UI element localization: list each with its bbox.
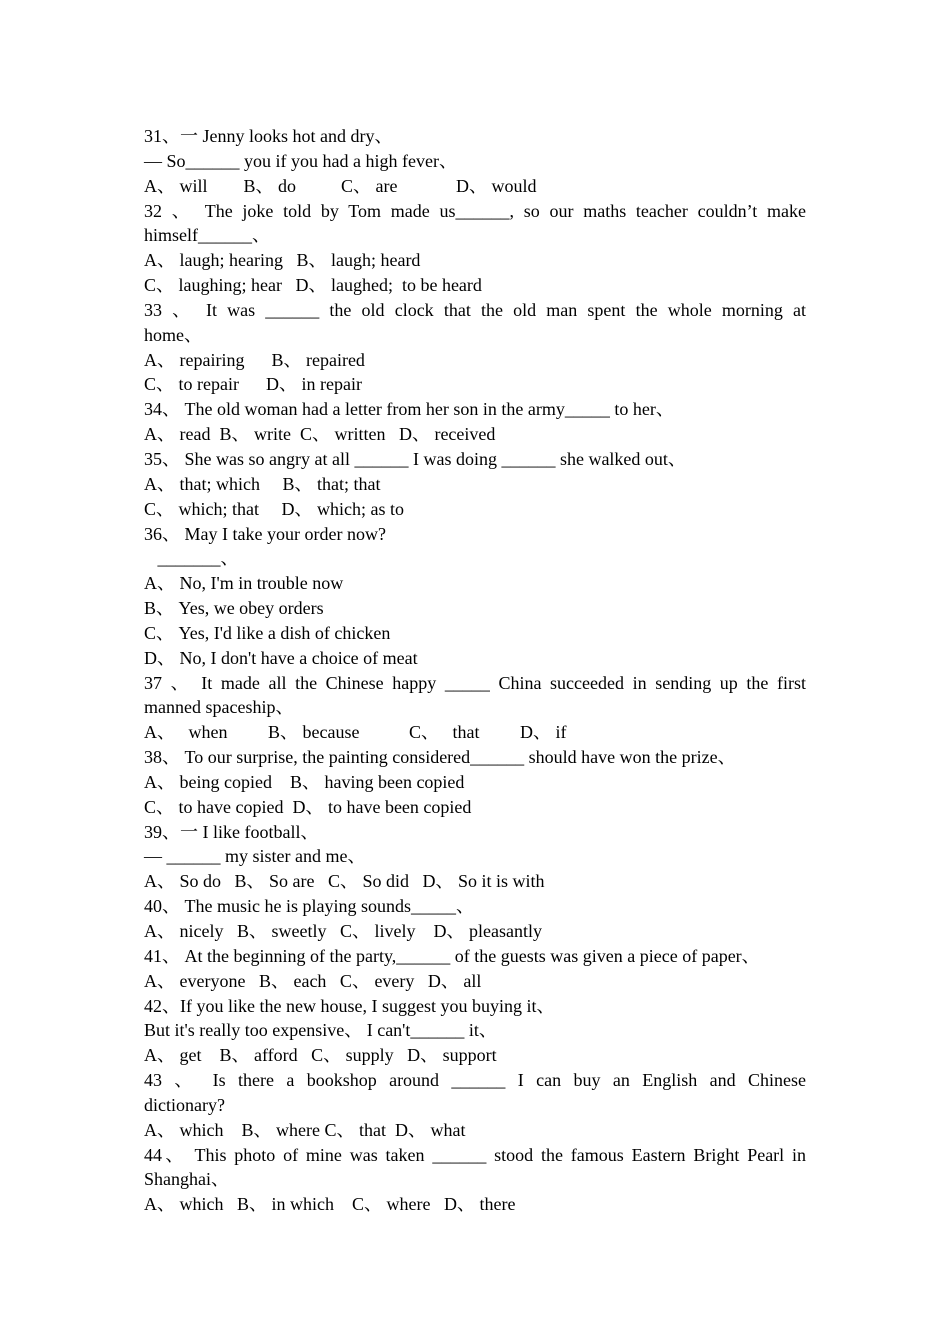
text-line: home、 [144,324,202,345]
text-line: A、 when B、 because C、 that D、 if [144,722,567,743]
text-line: 43 、 Is there a bookshop around ______ I can buy an English and Chinese [144,1070,806,1091]
document-page [144,124,806,1217]
text-line: A、 laugh; hearing B、 laugh; heard [144,250,421,271]
text-line: A、 get B、 afford C、 supply D、 support [144,1045,497,1066]
text-line: C、 laughing; hear D、 laughed; to be heard [144,275,482,296]
text-line: _______、 [144,548,239,569]
text-line: A、 will B、 do C、 are D、 would [144,175,537,196]
text-line: B、 Yes, we obey orders [144,598,324,619]
text-line: 32 、 The joke told by Tom made us______, so our maths teacher couldn’t make [144,200,806,221]
text-line: — So______ you if you had a high fever、 [144,150,457,171]
text-line: 42、If you like the new house, I suggest you buying it、 [144,995,555,1016]
text-line: A、 which B、 in which C、 where D、 there [144,1194,516,1215]
text-line: — ______ my sister and me、 [144,846,366,867]
text-line: dictionary? [144,1094,225,1115]
text-line: A、 So do B、 So are C、 So did D、 So it is with [144,871,545,892]
text-line: A、 that; which B、 that; that [144,473,381,494]
text-line: 38、 To our surprise, the painting considered______ should have won the prize、 [144,747,736,768]
text-line: D、 No, I don't have a choice of meat [144,647,418,668]
text-line: A、 nicely B、 sweetly C、 lively D、 pleasantly [144,921,542,941]
text-line: A、 read B、 write C、 written D、 received [144,424,496,445]
text-line: 39、一 I like football、 [144,821,319,842]
text-line: 34、 The old woman had a letter from her son in the army_____ to her、 [144,399,674,420]
text-line: But it's really too expensive、 I can't______ it、 [144,1020,497,1041]
text-line: A、 repairing B、 repaired [144,349,365,370]
text-line: 35、 She was so angry at all ______ I was doing ______ she walked out、 [144,448,686,469]
text-line: himself______、 [144,225,270,246]
text-line: 44、 This photo of mine was taken ______ stood the famous Eastern Bright Pearl in [144,1144,806,1165]
text-line: Shanghai、 [144,1169,229,1190]
text-line: C、 which; that D、 which; as to [144,498,404,519]
text-line: 41、 At the beginning of the party,______ of the guests was given a piece of paper、 [144,945,760,966]
text-line: A、 which B、 where C、 that D、 what [144,1119,466,1140]
text-line: A、 No, I'm in trouble now [144,573,344,594]
text-line: A、 everyone B、 each C、 every D、 all [144,970,482,991]
text-line: 40、 The music he is playing sounds_____、 [144,896,474,917]
text-line: C、 Yes, I'd like a dish of chicken [144,622,391,643]
text-line: 31、一 Jenny looks hot and dry、 [144,126,393,146]
text-line: C、 to have copied D、 to have been copied [144,796,472,817]
text-line: 33 、 It was ______ the old clock that the old man spent the whole morning at [144,299,806,320]
text-line: 36、 May I take your order now? [144,523,386,544]
text-line: C、 to repair D、 in repair [144,374,362,395]
text-line: manned spaceship、 [144,697,294,718]
text-line: A、 being copied B、 having been copied [144,771,465,792]
text-line: 37 、 It made all the Chinese happy _____ China succeeded in sending up the first [144,672,806,693]
